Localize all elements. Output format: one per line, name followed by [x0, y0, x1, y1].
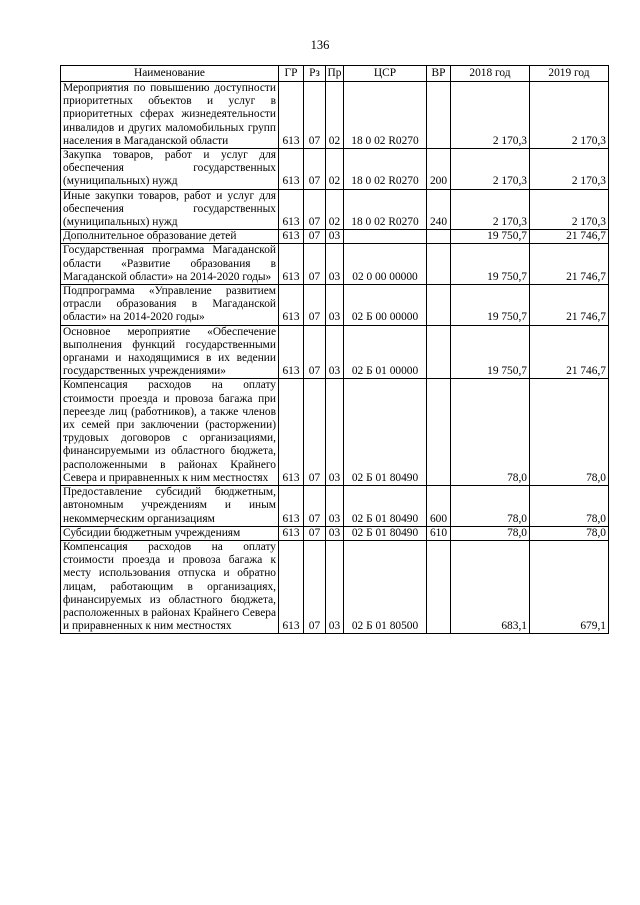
table-row	[61, 82, 609, 149]
header-vr: ВР	[427, 66, 451, 82]
cell-2018: 2 170,3	[451, 149, 530, 190]
cell-2018: 19 750,7	[451, 325, 530, 379]
cell-name: Мероприятия по повышению доступности приоритетных объектов и услуг в приоритетных сферах жизнедеятельности инвалидов и других маломобильных групп населения в Магаданской области	[61, 82, 279, 149]
cell-csr	[344, 230, 427, 244]
cell-2019: 21 746,7	[530, 325, 609, 379]
cell-vr	[427, 285, 451, 326]
cell-vr: 240	[427, 189, 451, 230]
cell-name: Иные закупки товаров, работ и услуг для обеспечения государственных (муниципальных) нужд	[61, 189, 279, 230]
cell-2019: 78,0	[530, 486, 609, 527]
header-pr: Пр	[326, 66, 344, 82]
cell-pr: 03	[326, 244, 344, 285]
cell-2018: 78,0	[451, 486, 530, 527]
cell-rz: 07	[304, 244, 326, 285]
cell-rz: 07	[304, 82, 326, 149]
cell-name: Подпрограмма «Управление развитием отрасли образования в Магаданской области» на 2014-2020 годы»	[61, 285, 279, 326]
cell-vr	[427, 244, 451, 285]
table-row	[61, 230, 609, 244]
cell-2019: 679,1	[530, 540, 609, 633]
cell-2018: 2 170,3	[451, 189, 530, 230]
header-2019: 2019 год	[530, 66, 609, 82]
cell-rz: 07	[304, 230, 326, 244]
header-2018: 2018 год	[451, 66, 530, 82]
table-header-row	[61, 66, 609, 82]
cell-vr	[427, 379, 451, 486]
cell-pr: 03	[326, 285, 344, 326]
cell-gr: 613	[279, 82, 304, 149]
cell-2018: 78,0	[451, 379, 530, 486]
cell-gr: 613	[279, 230, 304, 244]
cell-name: Дополнительное образование детей	[61, 230, 279, 244]
cell-csr: 18 0 02 R0270	[344, 82, 427, 149]
cell-2019: 21 746,7	[530, 230, 609, 244]
cell-2018: 683,1	[451, 540, 530, 633]
cell-pr: 03	[326, 379, 344, 486]
cell-2019: 78,0	[530, 526, 609, 540]
cell-csr: 02 Б 01 80500	[344, 540, 427, 633]
cell-csr: 02 0 00 00000	[344, 244, 427, 285]
table-row	[61, 526, 609, 540]
cell-rz: 07	[304, 285, 326, 326]
cell-2019: 21 746,7	[530, 244, 609, 285]
cell-gr: 613	[279, 486, 304, 527]
cell-2018: 19 750,7	[451, 230, 530, 244]
budget-table	[60, 65, 609, 634]
cell-name: Субсидии бюджетным учреждениям	[61, 526, 279, 540]
cell-2019: 2 170,3	[530, 82, 609, 149]
cell-rz: 07	[304, 379, 326, 486]
cell-pr: 03	[326, 540, 344, 633]
cell-csr: 02 Б 01 00000	[344, 325, 427, 379]
table-row	[61, 189, 609, 230]
page-number: 136	[310, 38, 330, 52]
table-row	[61, 325, 609, 379]
cell-2019: 2 170,3	[530, 189, 609, 230]
cell-pr: 02	[326, 189, 344, 230]
cell-gr: 613	[279, 379, 304, 486]
cell-rz: 07	[304, 189, 326, 230]
header-rz: Рз	[304, 66, 326, 82]
table-row	[61, 486, 609, 527]
cell-csr: 02 Б 01 80490	[344, 379, 427, 486]
cell-2018: 78,0	[451, 526, 530, 540]
cell-2018: 19 750,7	[451, 244, 530, 285]
cell-rz: 07	[304, 325, 326, 379]
cell-name: Компенсация расходов на оплату стоимости проезда и провоза багажа к месту использования отпуска и обратно лицам, работающим в организациях, финансируемых из областного бюджета, расположенных в районах Крайнего Севера и приравненных к ним местностях	[61, 540, 279, 633]
cell-name: Компенсация расходов на оплату стоимости проезда и провоза багажа при переезде лиц (работников), а также членов их семей при заключении (расторжении) трудовых договоров с организациями, финансируемыми из областного бюджета, расположенными в районах Крайнего Севера и приравненных к ним местностях	[61, 379, 279, 486]
cell-vr: 200	[427, 149, 451, 190]
cell-gr: 613	[279, 285, 304, 326]
cell-2018: 19 750,7	[451, 285, 530, 326]
cell-gr: 613	[279, 526, 304, 540]
cell-vr	[427, 540, 451, 633]
cell-gr: 613	[279, 189, 304, 230]
cell-2019: 78,0	[530, 379, 609, 486]
table-row	[61, 285, 609, 326]
cell-csr: 02 Б 01 80490	[344, 526, 427, 540]
cell-gr: 613	[279, 244, 304, 285]
cell-csr: 18 0 02 R0270	[344, 189, 427, 230]
table-row	[61, 149, 609, 190]
cell-vr: 600	[427, 486, 451, 527]
header-name: Наименование	[61, 66, 279, 82]
cell-vr	[427, 325, 451, 379]
cell-pr: 03	[326, 486, 344, 527]
cell-vr	[427, 230, 451, 244]
cell-gr: 613	[279, 540, 304, 633]
cell-gr: 613	[279, 325, 304, 379]
cell-csr: 02 Б 01 80490	[344, 486, 427, 527]
cell-name: Закупка товаров, работ и услуг для обеспечения государственных (муниципальных) нужд	[61, 149, 279, 190]
cell-rz: 07	[304, 486, 326, 527]
cell-pr: 02	[326, 149, 344, 190]
cell-name: Предоставление субсидий бюджетным, автономным учреждениям и иным некоммерческим организациям	[61, 486, 279, 527]
cell-csr: 02 Б 00 00000	[344, 285, 427, 326]
cell-2019: 2 170,3	[530, 149, 609, 190]
cell-name: Государственная программа Магаданской области «Развитие образования в Магаданской области» на 2014-2020 годы»	[61, 244, 279, 285]
cell-vr	[427, 82, 451, 149]
cell-rz: 07	[304, 540, 326, 633]
cell-2018: 2 170,3	[451, 82, 530, 149]
cell-pr: 02	[326, 82, 344, 149]
table-row	[61, 540, 609, 633]
cell-rz: 07	[304, 149, 326, 190]
header-gr: ГР	[279, 66, 304, 82]
cell-gr: 613	[279, 149, 304, 190]
cell-name: Основное мероприятие «Обеспечение выполнения функций государственными органами и находящимися в их ведении государственных учреждениями»	[61, 325, 279, 379]
cell-pr: 03	[326, 230, 344, 244]
table-row	[61, 379, 609, 486]
cell-pr: 03	[326, 325, 344, 379]
cell-csr: 18 0 02 R0270	[344, 149, 427, 190]
cell-rz: 07	[304, 526, 326, 540]
table-row	[61, 244, 609, 285]
cell-vr: 610	[427, 526, 451, 540]
cell-pr: 03	[326, 526, 344, 540]
cell-2019: 21 746,7	[530, 285, 609, 326]
header-csr: ЦСР	[344, 66, 427, 82]
